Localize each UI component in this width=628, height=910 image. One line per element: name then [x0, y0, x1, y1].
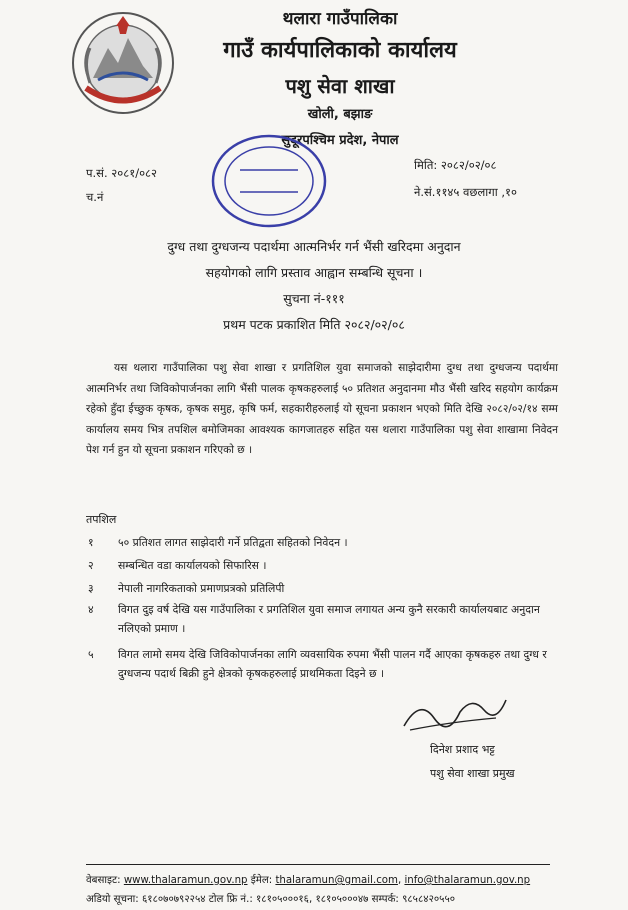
signatory-block [430, 738, 515, 786]
signature [400, 688, 510, 734]
notice-body [86, 358, 558, 461]
item-text: विगत लामो समय देखि जिविकोपार्जनका लागि व्यवसायिक रुपमा भैंसी पालन गर्दै आएका कृषकहरु तथा दुग्ध र दुग्धजन्य पदार्थ बिक्री हुने क्षेत्रको कृषकहरुलाई प्राथमिकता दिइने छ । [118, 648, 547, 680]
item-number: ३ [88, 582, 94, 595]
item-number: १ [88, 536, 94, 549]
email-link-2[interactable]: info@thalaramun.gov.np [404, 875, 531, 886]
list-item [88, 600, 558, 638]
footer-divider [86, 864, 550, 865]
item-number: २ [88, 559, 94, 572]
notice-number: सुचना नं-१११ [283, 291, 345, 306]
first-published-date: प्रथम पटक प्रकाशित मिति २०८२/०२/०८ [223, 317, 405, 332]
list-item [88, 579, 558, 598]
signatory-title: पशु सेवा शाखा प्रमुख [430, 767, 515, 780]
item-text: विगत दुइ वर्ष देखि यस गाउँपालिका र प्रगतिशिल युवा समाज लगायत अन्य कुनै सरकारी कार्यालयबाट अनुदान नलिएको प्रमाण । [118, 603, 540, 635]
notice-title-line2: सहयोगको लागि प्रस्ताव आह्वान सम्बन्धि सूचना । [205, 265, 423, 280]
website-link[interactable]: www.thalaramun.gov.np [123, 875, 248, 886]
schedule-heading: तपशिल [86, 513, 117, 526]
nepal-samvat-date: ने.सं.११४५ वछलागा ,१० [414, 185, 517, 199]
footer-contact: वेबसाइट: www.thalaramun.gov.np ईमेल: thalaramun@gmail.com, info@thalaramun.gov.np [86, 875, 531, 886]
website-label: वेबसाइट: [86, 875, 121, 886]
office-name: गाउँ कार्यपालिकाको कार्यालय [223, 38, 457, 63]
letter-number: प.सं. २०८१/०८२ [86, 166, 158, 180]
item-number: ५ [88, 648, 94, 661]
notice-body-text: यस थलारा गाउँपालिका पशु सेवा शाखा र प्रगतिशिल युवा समाजको साझेदारीमा दुग्ध तथा दुग्धजन्य पदार्थमा आत्मनिर्भर तथा जिविकोपार्जनका लागि भैंसी पालक कृषकहरुलाई ५० प्रतिशत अनुदानमा मौउ भैंसी खरिद सहयोग कार्यक्रम रहेको हुँदा ईच्छुक कृषक, कृषक समुह, कृषि फर्म, सहकारीहरुलाई यो सूचना प्रकाशन भएको मिति देखि २०८२/०२/१४ सम्म कार्यालय समय भित्र तपशिल बमोजिमका आवश्यक कागजातहरु सहित यस थलारा गाउँपालिका पशु सेवा शाखामा निवेदन पेश गर्न हुन यो सूचना प्रकाशन गरिएको छ । [86, 362, 558, 456]
branch-name: पशु सेवा शाखा [285, 74, 395, 98]
footer-phone-line: अडियो सूचना: ६१८०७०७९२२५४ टोल फ्रि नं.: १८१०५०००१६, १८१०५०००४७ सम्पर्क: ९८५८४२०५५० [86, 894, 456, 905]
list-item [88, 556, 558, 575]
list-item [88, 645, 558, 683]
email-label: ईमेल: [250, 875, 273, 886]
place-name: खोली, बझाङ [307, 107, 373, 122]
email-link-1[interactable]: thalaramun@gmail.com [275, 875, 398, 886]
dispatch-number: च.नं [86, 190, 104, 204]
letter-date: मिति: २०८२/०२/०८ [414, 158, 497, 172]
item-text: नेपाली नागरिकताको प्रमाणप्रत्रको प्रतिलिपी [118, 582, 285, 595]
office-stamp [210, 132, 328, 230]
item-text: ५० प्रतिशत लागत साझेदारी गर्ने प्रतिद्वता सहितको निवेदन । [118, 536, 348, 549]
signatory-name: दिनेश प्रशाद भट्ट [430, 743, 495, 756]
province-name: सुदूरपश्चिम प्रदेश, नेपाल [281, 133, 399, 148]
municipality-name: थलारा गाउँपालिका [282, 9, 398, 29]
item-text: सम्बन्धित वडा कार्यालयको सिफारिस । [118, 559, 267, 572]
notice-title-line1: दुग्ध तथा दुग्धजन्य पदार्थमा आत्मनिर्भर गर्न भैंसी खरिदमा अनुदान [167, 239, 461, 254]
item-number: ४ [88, 603, 94, 616]
list-item [88, 533, 558, 552]
